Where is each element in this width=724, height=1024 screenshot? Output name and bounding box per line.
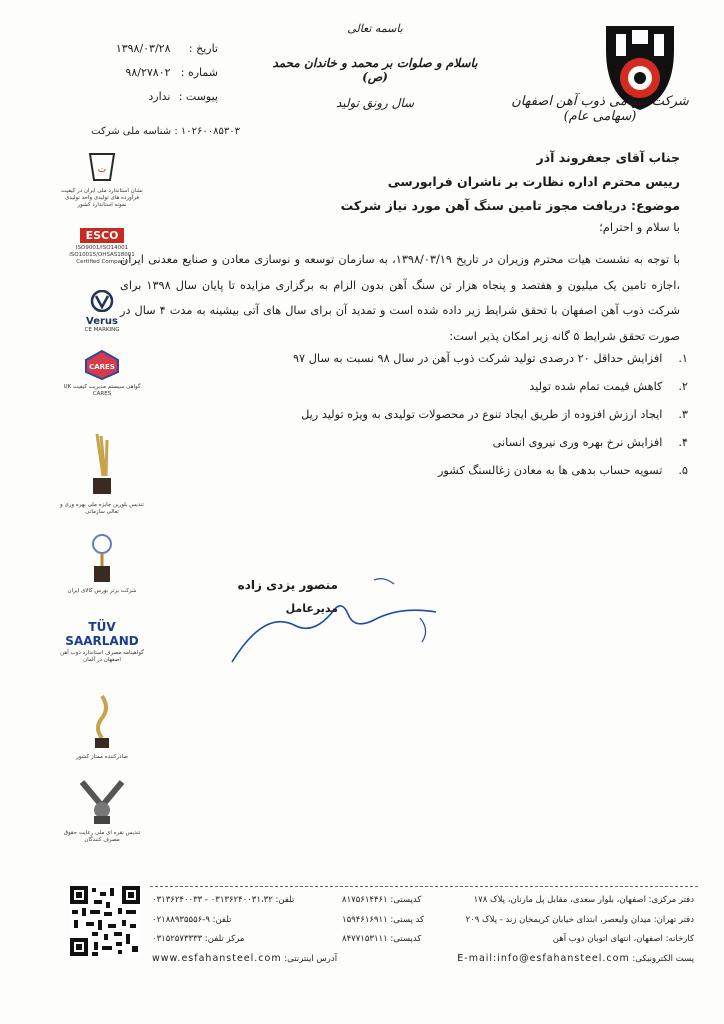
verus-icon <box>87 290 117 312</box>
letter-subject: موضوع: دریافت مجوز تامین سنگ آهن مورد نیاز شرکت <box>340 198 680 213</box>
condition-text: افزایش نرخ بهره وری نیروی انسانی <box>492 436 663 449</box>
condition-number: ۳. <box>678 408 688 421</box>
cert-caption: گواهی سیستم مدیریت کیفیت UK CARES <box>63 384 141 397</box>
signer-name: منصور یزدی زاده <box>237 578 338 592</box>
cert-caption: شرکت برتر بورس کالای ایران <box>67 588 137 594</box>
condition-text: ایجاد ارزش افزوده از طریق ایجاد تنوع در محصولات تولیدی به ویژه تولید ریل <box>301 408 663 421</box>
cert-caption: تندیس نقره ای ملی رعایت حقوق مصرف کنندگان <box>63 830 141 843</box>
condition-text: افزایش حداقل ۲۰ درصدی تولید شرکت ذوب آهن در سال ۹۸ نسبت به سال ۹۷ <box>292 352 663 365</box>
footer-head-tel: تلفن: ۰۳۱۳۶۲۴۰۰۳۱،۳۲ - ۰۳۱۳۶۲۴۰۰۳۳ <box>152 895 295 905</box>
condition-item <box>238 380 688 393</box>
exporter-trophy-icon <box>90 694 114 750</box>
email-label: پست الکترونیکی: <box>632 954 694 964</box>
condition-item <box>238 408 688 421</box>
cert-consumer-rights <box>60 776 144 844</box>
footer-factory-tel: مرکز تلفن: ۰۳۱۵۲۵۷۳۳۳۳ <box>152 934 245 944</box>
cert-verus <box>60 290 144 334</box>
cert-caption: تندیس بلورین جایزه ملی بهره وری و تعالی سازمانی <box>60 502 144 515</box>
consumer-rights-trophy-icon <box>78 776 126 826</box>
company-name: شرکت سهامی ذوب آهن اصفهان (سهامی عام) <box>511 94 689 124</box>
globe-trophy-icon <box>87 532 117 584</box>
condition-item <box>238 352 688 365</box>
footer-divider <box>150 886 698 887</box>
condition-item <box>238 436 688 449</box>
footer-website-row <box>152 953 337 964</box>
number-row <box>108 66 218 79</box>
cert-trophy-bourse <box>60 532 144 595</box>
cares-logo-text: CARES <box>89 363 115 371</box>
recipient-title: رییس محترم اداره نظارت بر ناشران فرابورسی <box>387 174 680 189</box>
footer-tehran-postal: کد پستی: ۱۵۹۴۶۱۶۹۱۱ <box>342 915 425 925</box>
footer-factory-postal: کدپستی: ۸۴۷۷۱۵۳۱۱۱ <box>342 934 422 944</box>
date-label: تاریخ : <box>188 42 218 55</box>
footer-tehran-office: دفتر تهران: میدان ولیعصر، ابتدای خیابان کریمخان زند - پلاک ۲۰۹ <box>465 915 694 925</box>
date-value: ۱۳۹۸/۰۳/۲۸ <box>115 42 171 55</box>
cert-tuv <box>60 620 144 664</box>
email-link[interactable]: E-mail:info@esfahansteel.com <box>457 953 630 964</box>
footer-tehran-tel: تلفن: ۹-۰۲۱۸۸۹۳۵۵۵۶ <box>152 915 232 925</box>
cert-caption: صادرکننده ممتاز کشور <box>76 754 128 760</box>
condition-item <box>238 464 688 477</box>
condition-text: کاهش قیمت تمام شده تولید <box>529 380 663 393</box>
recipient-name: جناب آقای جعفروند آذر <box>536 150 680 165</box>
greeting: با سلام و احترام؛ <box>599 220 680 234</box>
condition-number: ۲. <box>678 380 688 393</box>
condition-number: ۵. <box>678 464 688 477</box>
attachment-label: پیوست : <box>178 90 218 103</box>
cert-trophy-exporter <box>60 694 144 761</box>
iran-standard-icon <box>82 150 122 184</box>
cert-caption: CE MARKING <box>84 327 120 333</box>
cert-caption: ISO9001/ISO14001 ISO10015/OHSAS18001 Certified Company <box>69 245 135 265</box>
cert-caption: نشان استاندارد ملی ایران در کیفیت فرآورده های تولیدی واحد تولیدی نمونه استاندارد کشور <box>61 188 143 208</box>
footer-email-row <box>457 953 694 964</box>
invocation: باسمه تعالی <box>347 22 403 35</box>
number-value: ۹۸/۲۷۸۰۲ <box>125 66 171 79</box>
footer-head-postal: کدپستی: ۸۱۷۵۶۱۴۴۶۱ <box>342 895 422 905</box>
attachment-value: ندارد <box>148 90 171 103</box>
cert-cares <box>60 350 144 398</box>
condition-number: ۱. <box>678 352 688 365</box>
tuv-logo: TÜV SAARLAND <box>65 620 139 648</box>
verus-logo: Verus <box>86 316 118 327</box>
signer-title: مدیرعامل <box>285 602 338 615</box>
qr-code <box>70 886 140 956</box>
attachment-row <box>108 90 218 103</box>
company-national-id: ۱۰۲۶۰۰۸۵۳۰۳ : شناسه ملی شرکت <box>91 126 240 137</box>
cert-trophy-productivity <box>60 432 144 516</box>
svg-text:ت: ت <box>97 165 107 175</box>
letter-paragraph: با توجه به نشست هیات محترم وزیران در تاریخ ۱۳۹۸/۰۳/۱۹، به سازمان توسعه و نوسازی معادن و صنایع معدنی ایران ،اجازه تامین یک میلیون و هفتصد و پنجاه هزار تن سنگ آهن بدون الزام به برگزاری مزایده تا پایان سال ۱۳۹۸ برای شرکت ذوب آهن اصفهان با تحقق شرایط زیر داده شده است و تمدید آن برای سال های آتی بیشینه به مدت ۴ سال در صورت تحقق شرایط ۵ گانه زیر امکان پذیر است: <box>120 253 680 343</box>
footer-factory: کارخانه: اصفهان، انتهای اتوبان ذوب آهن <box>552 934 694 944</box>
date-row <box>108 42 218 55</box>
number-label: شماره : <box>180 66 218 79</box>
website-label: آدرس اینترنتی: <box>284 954 338 964</box>
esco-logo: ESCO <box>80 228 125 243</box>
crystal-trophy-icon <box>87 432 117 498</box>
salutation-header: باسلام و صلوات بر محمد و خاندان محمد (ص) <box>272 56 478 84</box>
cert-esco <box>60 224 144 266</box>
cares-icon <box>84 350 120 380</box>
condition-text: تسویه حساب بدهی ها به معادن زغالسنگ کشور <box>437 464 663 477</box>
footer-head-office: دفتر مرکزی: اصفهان، بلوار سعدی، مقابل پل مارنان، پلاک ۱۷۸ <box>473 895 694 905</box>
condition-number: ۴. <box>678 436 688 449</box>
cert-iran-standard <box>60 150 144 209</box>
website-link[interactable]: www.esfahansteel.com <box>152 953 282 964</box>
cert-caption: گواهینامه مصرف استاندارد ذوب آهن اصفهان در آلمان <box>60 650 144 663</box>
year-motto: سال رونق تولید <box>335 96 415 110</box>
